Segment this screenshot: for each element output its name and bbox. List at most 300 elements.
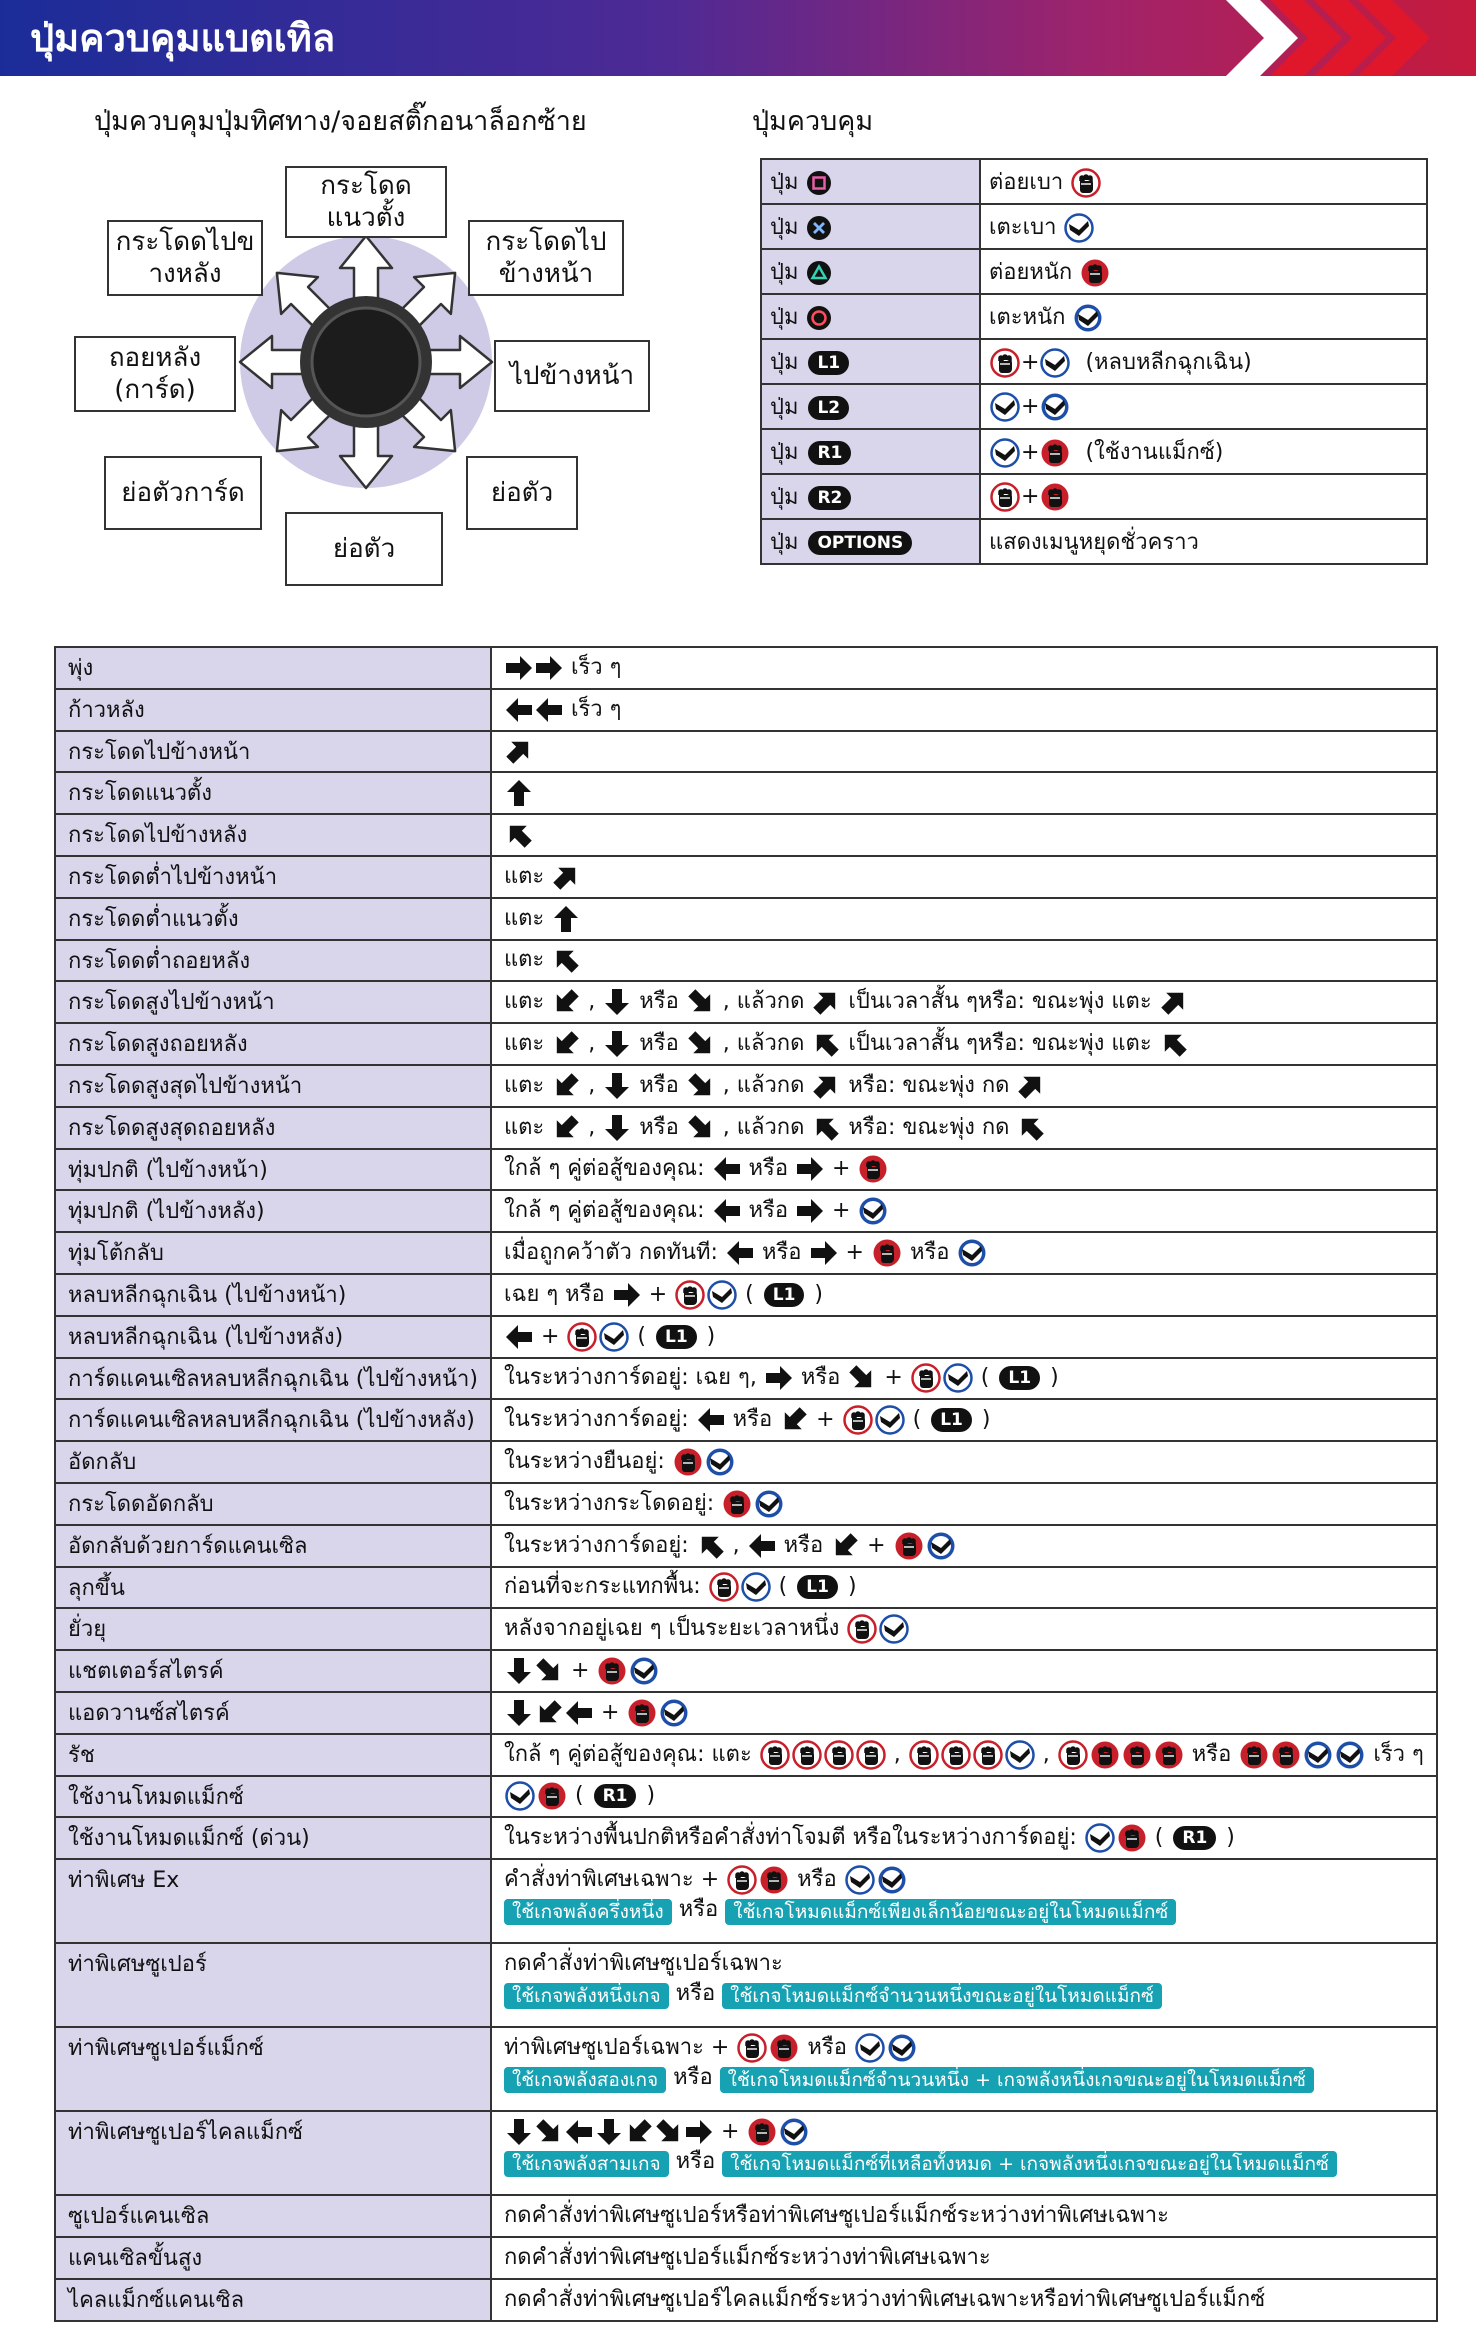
command-input — [491, 1567, 1437, 1609]
table-row: ปุ่ม L1 + (หลบหลีกฉุกเฉิน) — [761, 339, 1427, 384]
arrow-d-icon — [505, 1656, 533, 1686]
table-row: ปุ่ม R2 + — [761, 474, 1427, 519]
command-text: ( — [980, 1365, 990, 1391]
light-punch-icon — [856, 1740, 886, 1770]
command-input — [491, 1149, 1437, 1191]
heavy-punch-icon — [894, 1531, 924, 1561]
light-punch-icon — [1071, 168, 1101, 198]
arrow-r-icon — [796, 1196, 824, 1226]
command-text: + — [600, 1699, 620, 1725]
dpad-label-right: ไปข้างหน้า — [494, 340, 650, 412]
arrow-ur-icon — [1017, 1071, 1045, 1101]
command-name: ท่าพิเศษ Ex — [55, 1859, 491, 1943]
heavy-punch-icon — [537, 1781, 567, 1811]
table-row — [55, 1859, 1437, 1943]
heavy-punch-icon — [1154, 1740, 1184, 1770]
light-punch-icon — [990, 348, 1020, 378]
arrow-l-icon — [535, 695, 563, 725]
command-text: เป็นเวลาสั้น ๆหรือ: ขณะพุ่ง แตะ — [848, 989, 1152, 1015]
table-row — [55, 772, 1437, 814]
command-name: กระโดดสูงไปข้างหน้า — [55, 981, 491, 1023]
command-text: หรือ — [797, 1867, 837, 1893]
heavy-punch-icon — [627, 1698, 657, 1728]
light-punch-icon — [909, 1740, 939, 1770]
command-name: กระโดดสูงถอยหลัง — [55, 1023, 491, 1065]
dpad-label-down-left: ย่อตัวการ์ด — [104, 456, 262, 530]
light-punch-icon — [911, 1363, 941, 1393]
arrow-ur-icon — [812, 987, 840, 1017]
l1-button-icon: L1 — [808, 351, 849, 375]
arrow-u-icon — [552, 904, 580, 934]
command-input — [491, 647, 1437, 689]
command-text: คำสั่งท่าพิเศษเฉพาะ + — [503, 1867, 720, 1893]
button-action: แสดงเมนูหยุดชั่วคราว — [989, 530, 1199, 555]
table-row — [761, 294, 1427, 339]
table-row — [55, 1190, 1437, 1232]
command-text: ก่อนที่จะกระแทกพื้น: — [503, 1574, 701, 1600]
button-action: เตะหนัก — [989, 305, 1066, 330]
arrow-dr-icon — [687, 1071, 715, 1101]
command-text: หรือ — [748, 1198, 789, 1224]
command-name: พุ่ง — [55, 647, 491, 689]
command-name: หลบหลีกฉุกเฉิน (ไปข้างหน้า) — [55, 1274, 491, 1316]
page-title: ปุ่มควบคุมแบตเทิล — [30, 16, 336, 60]
command-input — [491, 689, 1437, 731]
table-row — [55, 689, 1437, 731]
joystick-diagram — [236, 232, 496, 492]
command-text: ) — [1226, 1825, 1235, 1851]
command-text: ในระหว่างยืนอยู่: — [503, 1449, 665, 1475]
heavy-punch-icon — [1122, 1740, 1152, 1770]
table-row — [55, 731, 1437, 773]
command-text: แตะ — [503, 905, 545, 931]
button-action: ต่อยเบา — [989, 170, 1064, 195]
arrow-ul-icon — [1017, 1113, 1045, 1143]
command-text: หรือ — [639, 1031, 679, 1057]
command-input — [491, 981, 1437, 1023]
command-text: ) — [706, 1323, 716, 1349]
command-text: ใกล้ ๆ คู่ต่อสู้ของคุณ: — [503, 1156, 705, 1182]
command-input — [491, 1316, 1437, 1358]
command-name: กระโดดอัดกลับ — [55, 1483, 491, 1525]
command-text: + — [867, 1532, 886, 1558]
command-text: หรือ — [678, 1897, 719, 1923]
heavy-kick-icon — [705, 1447, 735, 1477]
command-text: เมื่อถูกคว้าตัว กดทันที: — [503, 1240, 718, 1266]
heavy-punch-icon — [759, 1865, 789, 1895]
triangle-button-icon — [806, 260, 832, 286]
command-input — [491, 2279, 1437, 2321]
command-text: ( — [637, 1323, 646, 1349]
command-name: กระโดดต่ำไปข้างหน้า — [55, 856, 491, 898]
command-text: ใกล้ ๆ คู่ต่อสู้ของคุณ: — [503, 1198, 705, 1224]
arrow-l-icon — [713, 1196, 741, 1226]
table-row — [761, 519, 1427, 564]
command-name: แอดวานซ์สไตรค์ — [55, 1692, 491, 1734]
command-name: ใช้งานโหมดแม็กซ์ (ด่วน) — [55, 1817, 491, 1859]
light-kick-icon — [1040, 348, 1070, 378]
arrow-dr-icon — [687, 1113, 715, 1143]
l1-button-icon: L1 — [931, 1408, 972, 1432]
command-name: แคนเซิลขั้นสูง — [55, 2237, 491, 2279]
button-prefix: ปุ่ม — [770, 395, 799, 420]
command-name: กระโดดต่ำแนวตั้ง — [55, 898, 491, 940]
arrow-l-icon — [505, 1322, 533, 1352]
command-name: การ์ดแคนเซิลหลบหลีกฉุกเฉิน (ไปข้างหน้า) — [55, 1358, 491, 1400]
command-text: ) — [646, 1783, 656, 1809]
heavy-kick-icon — [957, 1238, 987, 1268]
command-text: เร็ว ๆ — [1373, 1741, 1424, 1767]
heavy-kick-icon — [754, 1489, 784, 1519]
gauge-requirement-tag: ใช้เกจโหมดแม็กซ์เพียงเล็กน้อยขณะอยู่ในโหมดแม็กซ์ — [725, 1899, 1176, 1925]
light-kick-icon — [1085, 1823, 1115, 1853]
arrow-dl-icon — [625, 2117, 653, 2147]
heavy-punch-icon — [1040, 482, 1070, 512]
command-name: อัดกลับด้วยการ์ดแคนเซิล — [55, 1525, 491, 1567]
command-text: หรือ — [639, 1114, 679, 1140]
command-text: , แล้วกด — [722, 1072, 805, 1098]
light-kick-icon — [990, 438, 1020, 468]
arrow-ul-icon — [505, 820, 533, 850]
command-input — [491, 1859, 1437, 1943]
heavy-punch-icon — [1090, 1740, 1120, 1770]
heavy-kick-icon — [1073, 303, 1103, 333]
table-row — [55, 1734, 1437, 1776]
command-text: ) — [981, 1407, 991, 1433]
command-text: หลังจากอยู่เฉย ๆ เป็นระยะเวลาหนึ่ง — [503, 1616, 840, 1642]
table-row — [55, 2111, 1437, 2195]
table-row — [55, 1358, 1437, 1400]
chevron-decoration-icon — [1226, 0, 1476, 76]
command-name: กระโดดสูงสุดไปข้างหน้า — [55, 1065, 491, 1107]
dpad-label-left: ถอยหลัง (การ์ด) — [74, 336, 236, 412]
command-input — [491, 1441, 1437, 1483]
arrow-dl-icon — [552, 987, 580, 1017]
table-row — [55, 1065, 1437, 1107]
command-text: หรือ — [1191, 1741, 1232, 1767]
light-punch-icon — [567, 1322, 597, 1352]
command-input — [491, 1525, 1437, 1567]
gauge-requirement-tag: ใช้เกจโหมดแม็กซ์จำนวนหนึ่ง + เกจพลังหนึ่งเกจขณะอยู่ในโหมดแม็กซ์ — [720, 2067, 1314, 2093]
table-row — [55, 2279, 1437, 2321]
table-row — [55, 2027, 1437, 2111]
arrow-l-icon — [505, 695, 533, 725]
arrow-r-icon — [796, 1154, 824, 1184]
command-text: , — [588, 1114, 596, 1140]
command-text: หรือ — [807, 2035, 847, 2061]
heavy-kick-icon — [659, 1698, 689, 1728]
arrow-r-icon — [535, 653, 563, 683]
command-text: ( — [745, 1281, 754, 1307]
heavy-kick-icon — [1040, 392, 1070, 422]
light-kick-icon — [707, 1280, 737, 1310]
command-input — [491, 1023, 1437, 1065]
arrow-r-icon — [613, 1280, 641, 1310]
arrow-r-icon — [810, 1238, 838, 1268]
command-text: หรือ — [732, 1407, 773, 1433]
button-action: (หลบหลีกฉุกเฉิน) — [1085, 350, 1252, 375]
table-row: ปุ่ม L2 + — [761, 384, 1427, 429]
table-row — [55, 1316, 1437, 1358]
command-input — [491, 1399, 1437, 1441]
heavy-kick-icon — [1335, 1740, 1365, 1770]
arrow-ul-icon — [552, 945, 580, 975]
l1-button-icon: L1 — [797, 1575, 838, 1599]
table-row — [55, 981, 1437, 1023]
button-prefix: ปุ่ม — [770, 305, 799, 330]
command-text: ( — [1154, 1825, 1164, 1851]
heavy-kick-icon — [629, 1656, 659, 1686]
arrow-dr-icon — [848, 1363, 876, 1393]
button-prefix: ปุ่ม — [770, 350, 799, 375]
light-punch-icon — [737, 2033, 767, 2063]
command-text: ในระหว่างการ์ดอยู่: — [503, 1532, 689, 1558]
command-text: หรือ: ขณะพุ่ง กด — [848, 1114, 1010, 1140]
command-text: แตะ — [503, 863, 545, 889]
table-row — [55, 1274, 1437, 1316]
page-banner — [0, 0, 1476, 76]
light-punch-icon — [824, 1740, 854, 1770]
command-text: หรือ — [909, 1240, 950, 1266]
button-prefix: ปุ่ม — [770, 170, 799, 195]
dpad-label-up: กระโดด แนวตั้ง — [285, 166, 447, 238]
light-punch-icon — [990, 482, 1020, 512]
arrow-l-icon — [748, 1531, 776, 1561]
button-prefix: ปุ่ม — [770, 485, 799, 510]
command-name: ทุ่มปกติ (ไปข้างหน้า) — [55, 1149, 491, 1191]
table-row — [55, 1525, 1437, 1567]
command-text: แตะ — [503, 947, 545, 973]
arrow-r-icon — [765, 1363, 793, 1393]
l1-button-icon: L1 — [764, 1283, 805, 1307]
table-row — [55, 1943, 1437, 2027]
command-name: ทุ่มปกติ (ไปข้างหลัง) — [55, 1190, 491, 1232]
arrow-dl-icon — [552, 1071, 580, 1101]
command-text: ในระหว่างการ์ดอยู่: — [503, 1407, 689, 1433]
l2-button-icon: L2 — [808, 396, 849, 420]
command-text: กดคำสั่งท่าพิเศษซูเปอร์แม็กซ์ระหว่างท่าพิเศษเฉพาะ — [503, 2244, 991, 2270]
button-controls-table — [760, 158, 1428, 565]
command-text: + — [832, 1198, 851, 1224]
arrow-l-icon — [697, 1405, 725, 1435]
light-kick-icon — [845, 1865, 875, 1895]
command-name: ซูเปอร์แคนเซิล — [55, 2195, 491, 2237]
command-text: หรือ — [800, 1365, 841, 1391]
command-text: , — [893, 1741, 901, 1767]
gauge-requirement-tag: ใช้เกจโหมดแม็กซ์จำนวนหนึ่งขณะอยู่ในโหมดแม็กซ์ — [722, 1983, 1162, 2009]
button-action: (ใช้งานแม็กซ์) — [1085, 440, 1224, 465]
table-row — [761, 159, 1427, 204]
command-text: + — [570, 1658, 590, 1684]
command-text: ( — [912, 1407, 922, 1433]
table-row — [55, 1023, 1437, 1065]
light-kick-icon — [943, 1363, 973, 1393]
command-text: แตะ — [503, 989, 545, 1015]
light-punch-icon — [973, 1740, 1003, 1770]
buttons-heading: ปุ่มควบคุม — [752, 106, 874, 137]
arrow-d-icon — [505, 2117, 533, 2147]
command-name: กระโดดไปข้างหลัง — [55, 814, 491, 856]
command-text: ในระหว่างกระโดดอยู่: — [503, 1490, 715, 1516]
arrow-dr-icon — [655, 2117, 683, 2147]
arrow-ur-icon — [1160, 987, 1188, 1017]
r1-button-icon: R1 — [1173, 1826, 1216, 1850]
dpad-label-up-right: กระโดดไป ข้างหน้า — [468, 220, 624, 296]
command-list-table — [54, 646, 1438, 2322]
command-name: ยั่วยุ — [55, 1608, 491, 1650]
l1-button-icon: L1 — [999, 1366, 1040, 1390]
options-button-icon: OPTIONS — [808, 531, 912, 555]
heavy-punch-icon — [1239, 1740, 1269, 1770]
l1-button-icon: L1 — [656, 1325, 697, 1349]
light-kick-icon — [741, 1572, 771, 1602]
light-kick-icon — [1064, 213, 1094, 243]
arrow-l-icon — [565, 1698, 593, 1728]
command-text: เฉย ๆ หรือ — [503, 1281, 605, 1307]
dpad-heading: ปุ่มควบคุมปุ่มทิศทาง/จอยสติ๊กอนาล็อกซ้าย — [94, 106, 587, 137]
command-text: หรือ — [748, 1156, 789, 1182]
cross-button-icon — [806, 215, 832, 241]
light-punch-icon — [847, 1614, 877, 1644]
command-name: กระโดดต่ำถอยหลัง — [55, 940, 491, 982]
heavy-kick-icon — [779, 2117, 809, 2147]
table-row — [761, 249, 1427, 294]
command-text: , — [588, 989, 596, 1015]
command-input — [491, 1692, 1437, 1734]
command-input — [491, 2027, 1437, 2111]
table-row — [55, 1692, 1437, 1734]
command-text: หรือ — [673, 2065, 713, 2091]
heavy-punch-icon — [1080, 258, 1110, 288]
light-punch-icon — [1058, 1740, 1088, 1770]
arrow-d-icon — [603, 1029, 631, 1059]
heavy-punch-icon — [769, 2033, 799, 2063]
command-text: , — [588, 1072, 596, 1098]
arrow-ul-icon — [1160, 1029, 1188, 1059]
command-name: ท่าพิเศษซูเปอร์ — [55, 1943, 491, 2027]
light-kick-icon — [879, 1614, 909, 1644]
table-row — [55, 898, 1437, 940]
table-row — [55, 1107, 1437, 1149]
arrow-d-icon — [603, 987, 631, 1017]
light-punch-icon — [727, 1865, 757, 1895]
command-input — [491, 1483, 1437, 1525]
command-input — [491, 1107, 1437, 1149]
arrow-dl-icon — [552, 1029, 580, 1059]
command-text: + — [845, 1240, 864, 1266]
arrow-dl-icon — [831, 1531, 859, 1561]
command-name: กระโดดสูงสุดถอยหลัง — [55, 1107, 491, 1149]
command-text: ) — [1050, 1365, 1059, 1391]
command-text: กดคำสั่งท่าพิเศษซูเปอร์หรือท่าพิเศษซูเปอร์แม็กซ์ระหว่างท่าพิเศษเฉพาะ — [503, 2203, 1169, 2228]
command-text: หรือ — [761, 1240, 802, 1266]
button-prefix: ปุ่ม — [770, 215, 799, 240]
table-row — [55, 1567, 1437, 1609]
arrow-dr-icon — [535, 1656, 563, 1686]
command-input — [491, 1232, 1437, 1274]
command-text: + — [832, 1156, 851, 1182]
table-row — [55, 1650, 1437, 1692]
dpad-label-down-right: ย่อตัว — [466, 456, 578, 530]
command-input — [491, 2111, 1437, 2195]
command-input — [491, 731, 1437, 773]
command-name: ลุกขึ้น — [55, 1567, 491, 1609]
command-name: ก้าวหลัง — [55, 689, 491, 731]
heavy-punch-icon — [858, 1154, 888, 1184]
arrow-dr-icon — [687, 987, 715, 1017]
table-row — [55, 2237, 1437, 2279]
command-name: อัดกลับ — [55, 1441, 491, 1483]
command-text: + — [540, 1323, 560, 1349]
light-punch-icon — [760, 1740, 790, 1770]
gauge-requirement-tag: ใช้เกจโหมดแม็กซ์ที่เหลือทั้งหมด + เกจพลังหนึ่งเกจขณะอยู่ในโหมดแม็กซ์ — [722, 2151, 1337, 2177]
command-text: , — [588, 1031, 596, 1057]
command-text: ในระหว่างการ์ดอยู่: เฉย ๆ, — [503, 1365, 757, 1391]
table-row — [55, 2195, 1437, 2237]
button-prefix: ปุ่ม — [770, 440, 799, 465]
command-input — [491, 856, 1437, 898]
light-kick-icon — [990, 392, 1020, 422]
command-text: หรือ — [675, 1981, 716, 2007]
heavy-punch-icon — [1117, 1823, 1147, 1853]
arrow-dl-icon — [780, 1405, 808, 1435]
button-action: เตะเบา — [989, 215, 1057, 240]
command-input — [491, 1358, 1437, 1400]
command-name: ทุ่มโต้กลับ — [55, 1232, 491, 1274]
arrow-ur-icon — [812, 1071, 840, 1101]
command-text: เป็นเวลาสั้น ๆหรือ: ขณะพุ่ง แตะ — [848, 1031, 1152, 1057]
command-input — [491, 1776, 1437, 1818]
command-input — [491, 1190, 1437, 1232]
table-row — [55, 1817, 1437, 1859]
circle-button-icon — [806, 305, 832, 331]
command-text: + — [648, 1281, 668, 1307]
arrow-dl-icon — [552, 1113, 580, 1143]
command-text: , — [732, 1532, 740, 1558]
arrow-d-icon — [603, 1071, 631, 1101]
command-input — [491, 1065, 1437, 1107]
command-input — [491, 772, 1437, 814]
command-text: ใกล้ ๆ คู่ต่อสู้ของคุณ: แตะ — [503, 1741, 752, 1767]
table-row — [761, 204, 1427, 249]
arrow-dr-icon — [687, 1029, 715, 1059]
command-name: กระโดดไปข้างหน้า — [55, 731, 491, 773]
table-row — [55, 856, 1437, 898]
arrow-d-icon — [603, 1113, 631, 1143]
arrow-dl-icon — [535, 1698, 563, 1728]
command-input — [491, 940, 1437, 982]
arrow-ul-icon — [812, 1113, 840, 1143]
command-text: เร็ว ๆ — [570, 696, 622, 722]
table-row — [55, 1608, 1437, 1650]
command-text: กดคำสั่งท่าพิเศษซูเปอร์ไคลแม็กซ์ระหว่างท่าพิเศษเฉพาะหรือท่าพิเศษซูเปอร์แม็กซ์ — [503, 2286, 1266, 2312]
command-text: กดคำสั่งท่าพิเศษซูเปอร์เฉพาะ — [503, 1951, 783, 1977]
command-input — [491, 1734, 1437, 1776]
heavy-kick-icon — [926, 1531, 956, 1561]
heavy-kick-icon — [1303, 1740, 1333, 1770]
gauge-requirement-tag: ใช้เกจพลังหนึ่งเกจ — [504, 1983, 669, 2009]
heavy-kick-icon — [877, 1865, 907, 1895]
table-row — [55, 647, 1437, 689]
command-name: แชตเตอร์สไตรค์ — [55, 1650, 491, 1692]
command-text: หรือ — [639, 1072, 679, 1098]
arrow-dr-icon — [535, 2117, 563, 2147]
heavy-punch-icon — [1271, 1740, 1301, 1770]
light-punch-icon — [941, 1740, 971, 1770]
command-text: หรือ — [675, 2149, 716, 2175]
command-text: ) — [847, 1574, 857, 1600]
command-name: รัช — [55, 1734, 491, 1776]
